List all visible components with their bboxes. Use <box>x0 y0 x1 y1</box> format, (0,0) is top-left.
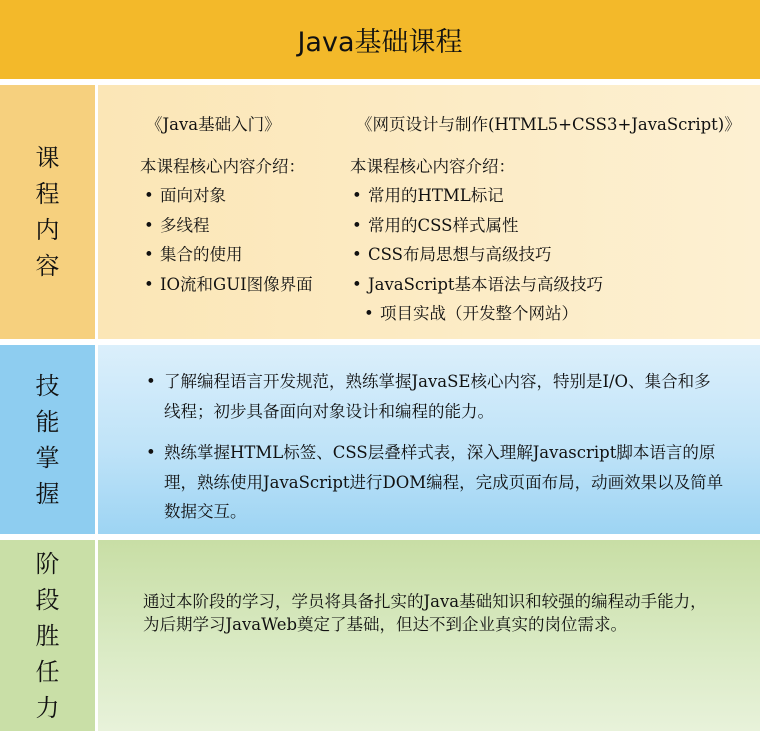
label-char: 任 <box>35 657 60 686</box>
skills-row <box>0 345 760 537</box>
list-item <box>144 211 313 241</box>
skills-label <box>0 345 98 534</box>
skills-cell <box>98 345 760 534</box>
skill-text: 了解编程语言开发规范，熟练掌握JavaSE核心内容，特别是I/O、集合和多线程；初步具备面向对象设计和编程的能力。 <box>164 372 711 421</box>
label-char: 课 <box>35 144 60 172</box>
label-char: 程 <box>35 180 60 208</box>
label-char: 力 <box>35 693 60 722</box>
list-item-text: JavaScript基本语法与高级技巧 <box>368 274 604 294</box>
list-item-text: 项目实战（开发整个网站） <box>380 304 578 323</box>
bullet-icon: • <box>364 304 374 323</box>
list-item <box>146 367 726 426</box>
bullet-icon: • <box>144 245 154 264</box>
list-item <box>144 181 313 211</box>
course-content-cell <box>98 85 760 339</box>
bullet-icon: • <box>352 245 362 264</box>
label-char: 内 <box>35 216 60 244</box>
skills-list <box>146 367 726 539</box>
list-item-text: 常用的HTML标记 <box>368 186 504 205</box>
label-char: 胜 <box>35 621 60 650</box>
skill-text: 熟练掌握HTML标签、CSS层叠样式表，深入理解Javascript脚本语言的原理，熟练使用JavaScript进行DOM编程，完成页面布局，动画效果以及简单数据交互。 <box>164 443 724 521</box>
label-char: 掌 <box>35 443 60 472</box>
list-item <box>352 299 603 329</box>
bullet-icon: • <box>144 215 154 235</box>
page-title: Java基础课程 <box>0 0 760 82</box>
bullet-icon: • <box>352 186 362 205</box>
bullet-icon: • <box>144 274 154 294</box>
label-char: 段 <box>35 585 60 614</box>
list-item <box>144 240 313 270</box>
list-item <box>144 270 313 300</box>
label-char: 握 <box>35 479 60 508</box>
book-title: 《Java基础入门》 <box>146 115 281 134</box>
topic-list <box>144 181 313 299</box>
list-item-text: 面向对象 <box>160 186 226 205</box>
label-char: 阶 <box>35 549 60 578</box>
course-content-label <box>0 85 98 339</box>
intro-text: 本课程核心内容介绍： <box>140 157 305 176</box>
list-item <box>146 438 726 527</box>
list-item-text: CSS布局思想与高级技巧 <box>368 245 552 264</box>
list-item-text: 常用的CSS样式属性 <box>368 215 519 235</box>
label-char: 能 <box>35 407 60 436</box>
list-item <box>352 270 603 300</box>
list-item <box>352 240 603 270</box>
list-item-text: 集合的使用 <box>160 245 243 264</box>
label-char: 技 <box>35 371 60 400</box>
book-title: 《网页设计与制作(HTML5+CSS3+JavaScript)》 <box>356 115 741 134</box>
competency-cell <box>98 540 760 731</box>
bullet-icon: • <box>352 274 362 294</box>
list-item-text: IO流和GUI图像界面 <box>160 274 313 294</box>
competency-text: 通过本阶段的学习，学员将具备扎实的Java基础知识和较强的编程动手能力，为后期学习JavaWeb奠定了基础，但达不到企业真实的岗位需求。 <box>143 592 707 634</box>
list-item <box>352 181 603 211</box>
bullet-icon: • <box>352 215 362 235</box>
competency-row <box>0 540 760 731</box>
bullet-icon: • <box>144 186 154 205</box>
bullet-icon: • <box>146 443 156 462</box>
list-item <box>352 211 603 241</box>
topic-list <box>352 181 603 329</box>
course-content-row <box>0 85 760 342</box>
competency-label <box>0 540 98 731</box>
list-item-text: 多线程 <box>160 215 210 235</box>
label-char: 容 <box>35 252 60 280</box>
bullet-icon: • <box>146 372 156 391</box>
intro-text: 本课程核心内容介绍： <box>350 157 515 176</box>
